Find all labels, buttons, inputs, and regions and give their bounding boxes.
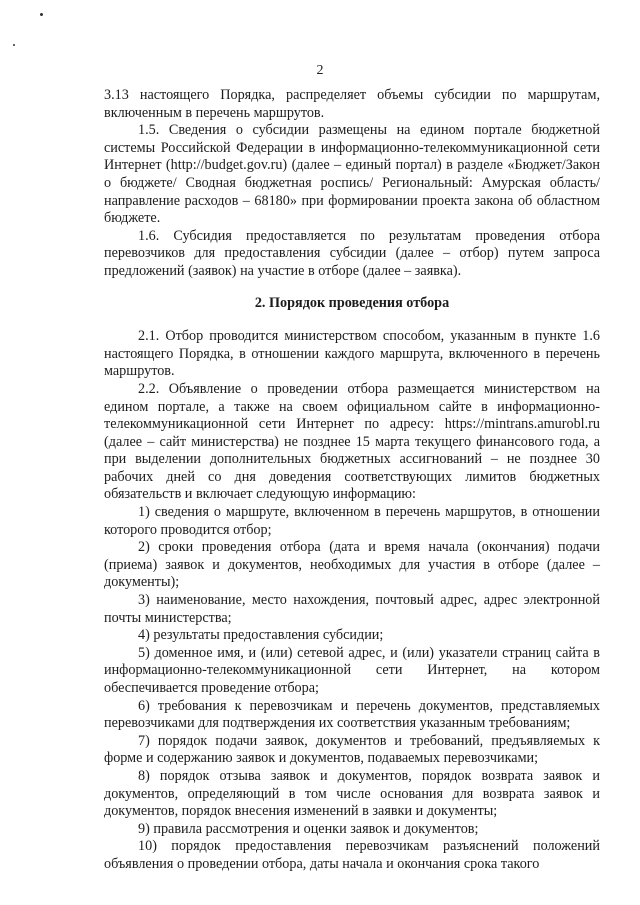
list-item: 1) сведения о маршруте, включенном в перечень маршрутов, в отношении которого проводится отбор; xyxy=(104,504,600,538)
paragraph: 2.2. Объявление о проведении отбора размещается министерством на едином портале, а также на своем официальном сайте в информационно-телекоммуникационной сети Интернет по адресу: https://mintrans.amurobl.ru (далее – сайт министерства) не позднее 15 марта текущего финансового года, а при выделении дополнительных бюджетных ассигнований – не позднее 30 рабочих дней со дня доведения соответствующих лимитов бюджетных обязательств и включает следующую информацию: xyxy=(104,380,600,503)
list-item: 4) результаты предоставления субсидии; xyxy=(138,627,384,644)
paragraph: 1.5. Сведения о субсидии размещены на едином портале бюджетной системы Российской Федерации в информационно-телекоммуникационной сети Интернет (http://budget.gov.ru) (далее – единый портал) в разделе «Бюджет/Закон о бюджете/ Сводная бюджетная роспись/ Региональный: Амурская область/ направление расходов – 68180» при формировании проекта закона об областном бюджете. xyxy=(104,122,600,227)
page-number: 2 xyxy=(316,63,324,78)
scan-speck xyxy=(40,13,43,16)
list-item: 10) порядок предоставления перевозчикам разъяснений положений объявления о проведении отбора, даты начала и окончания срока такого xyxy=(104,838,600,872)
paragraph: 1.6. Субсидия предоставляется по результатам проведения отбора перевозчиков для предоставления субсидии (далее – отбор) путем запроса предложений (заявок) на участие в отборе (далее – заявка). xyxy=(104,227,600,279)
document-body xyxy=(104,87,600,874)
list-item: 3) наименование, место нахождения, почтовый адрес, адрес электронной почты министерства; xyxy=(104,592,600,626)
list-item: 2) сроки проведения отбора (дата и время начала (окончания) подачи (приема) заявок и документов, необходимых для участия в отборе (далее – документы); xyxy=(104,539,600,591)
list-item: 5) доменное имя, и (или) сетевой адрес, и (или) указатели страниц сайта в информационно-телекоммуникационной сети Интернет, на котором обеспечивается проведение отбора; xyxy=(104,644,600,696)
scan-speck xyxy=(13,44,15,46)
list-item: 8) порядок отзыва заявок и документов, порядок возврата заявок и документов, определяющий в том числе основания для возврата заявок и документов, порядок внесения изменений в заявки и документы; xyxy=(104,767,600,820)
list-item: 9) правила рассмотрения и оценки заявок и документов; xyxy=(138,820,479,837)
list-item: 6) требования к перевозчикам и перечень документов, представляемых перевозчиками для подтверждения их соответствия указанным требованиям; xyxy=(104,697,600,732)
list-item: 7) порядок подачи заявок, документов и требований, предъявляемых к форме и содержанию заявок и документов, подаваемых перевозчиками; xyxy=(104,732,600,767)
paragraph: 3.13 настоящего Порядка, распределяет объемы субсидии по маршрутам, включенным в перечень маршрутов. xyxy=(104,87,600,121)
paragraph: 2.1. Отбор проводится министерством способом, указанным в пункте 1.6 настоящего Порядка, в отношении каждого маршрута, включенного в перечень маршрутов. xyxy=(104,328,600,380)
section-heading: 2. Порядок проведения отбора xyxy=(254,294,450,311)
